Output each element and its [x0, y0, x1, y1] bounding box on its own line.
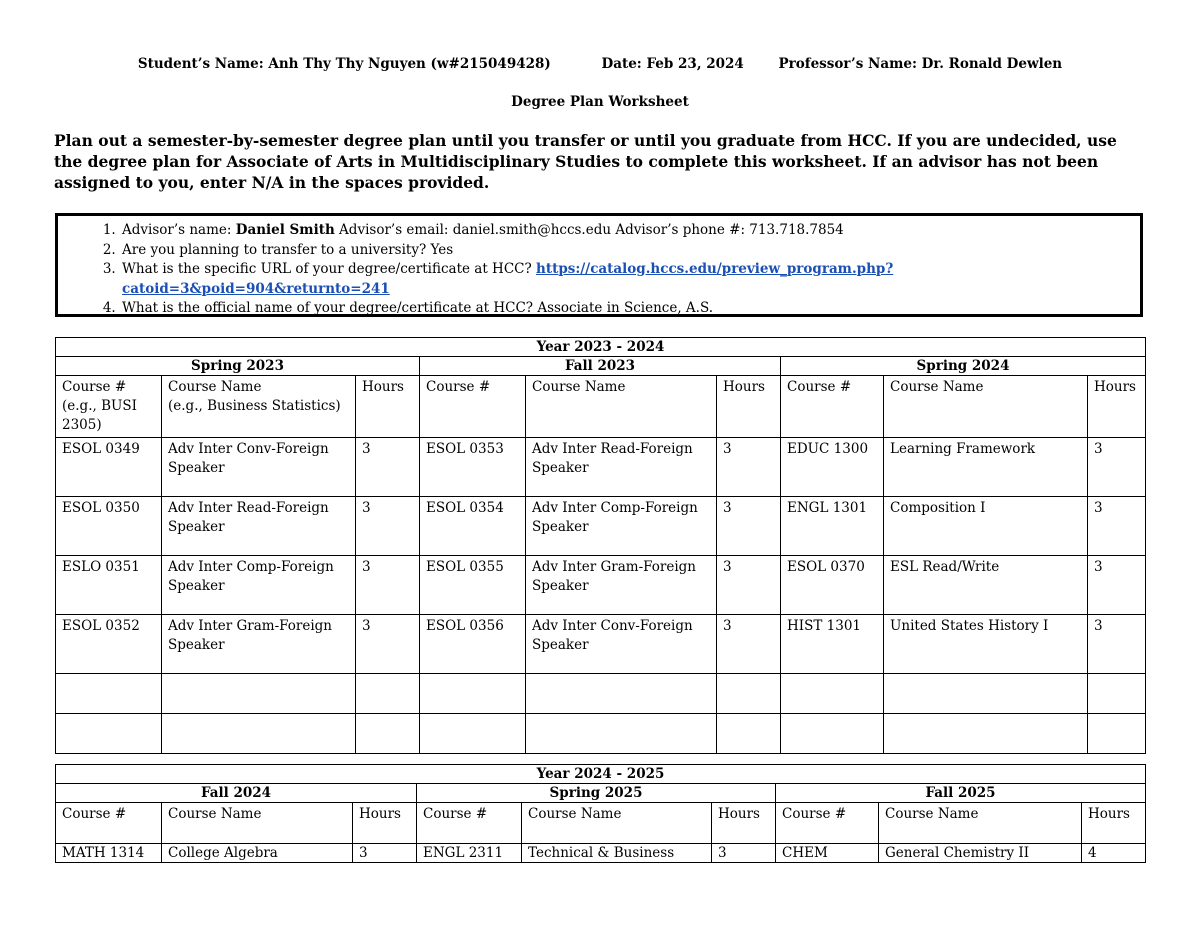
course-name-cell: Adv Inter Comp-Foreign Speaker — [526, 497, 717, 556]
hours-cell: 3 — [717, 438, 781, 497]
year-title-row — [56, 765, 1146, 784]
table-row — [56, 438, 1146, 497]
course-number-header: Course # — [420, 376, 526, 438]
hours-cell: 3 — [356, 438, 420, 497]
course-name-header: Course Name — [522, 803, 712, 844]
course-number-cell: ESOL 0353 — [420, 438, 526, 497]
year-title: Year 2023 - 2024 — [56, 338, 1146, 357]
course-name-cell: Composition I — [884, 497, 1088, 556]
advisor-name-prefix: Advisor’s name: — [122, 222, 236, 238]
term-row — [56, 784, 1146, 803]
course-number-header: Course # — [56, 803, 162, 844]
course-number-cell: ESOL 0355 — [420, 556, 526, 615]
course-number-cell: ESLO 0351 — [56, 556, 162, 615]
course-number-cell: MATH 1314 — [56, 844, 162, 863]
hours-cell: 3 — [353, 844, 417, 863]
course-name-cell: Adv Inter Read-Foreign Speaker — [162, 497, 356, 556]
hours-cell: 3 — [1088, 497, 1146, 556]
hours-header: Hours — [1088, 376, 1146, 438]
course-number-cell: ESOL 0354 — [420, 497, 526, 556]
hours-header: Hours — [717, 376, 781, 438]
empty-cell — [717, 674, 781, 714]
course-name-header: Course Name (e.g., Business Statistics) — [162, 376, 356, 438]
term-header: Spring 2024 — [781, 357, 1146, 376]
student-name: Student’s Name: Anh Thy Thy Nguyen (w#215049428) — [137, 56, 551, 72]
question-advisor — [120, 221, 1140, 241]
empty-row — [56, 674, 1146, 714]
degree-url-link[interactable]: https://catalog.hccs.edu/preview_program.php?catoid=3&poid=904&returnto=241 — [122, 261, 894, 297]
course-number-header: Course # (e.g., BUSI 2305) — [56, 376, 162, 438]
term-header: Spring 2023 — [56, 357, 420, 376]
empty-cell — [162, 714, 356, 754]
table-row — [56, 844, 1146, 863]
empty-cell — [526, 714, 717, 754]
course-number-cell: HIST 1301 — [781, 615, 884, 674]
question-url-text: What is the specific URL of your degree/certificate at HCC? — [122, 261, 537, 277]
empty-cell — [162, 674, 356, 714]
instructions: Plan out a semester-by-semester degree plan until you transfer or until you graduate from HCC. If you are undecided, use the degree plan for Associate of Arts in Multidisciplinary Studies to complete this worksheet. If an advisor has not been assigned to you, enter N/A in the spaces provided. — [54, 131, 1117, 192]
course-number-header: Course # — [776, 803, 879, 844]
hours-cell: 3 — [717, 556, 781, 615]
empty-cell — [1088, 714, 1146, 754]
advisor-contact: Advisor’s email: daniel.smith@hccs.edu Advisor’s phone #: 713.718.7854 — [334, 222, 844, 238]
course-number-cell: CHEM — [776, 844, 879, 863]
course-number-header: Course # — [417, 803, 522, 844]
year-title: Year 2024 - 2025 — [56, 765, 1146, 784]
term-header: Fall 2023 — [420, 357, 781, 376]
course-name-cell: Adv Inter Conv-Foreign Speaker — [526, 615, 717, 674]
hours-cell: 3 — [1088, 556, 1146, 615]
empty-cell — [56, 674, 162, 714]
question-url — [120, 260, 1140, 299]
hours-cell: 4 — [1082, 844, 1146, 863]
hours-cell: 3 — [356, 497, 420, 556]
hours-cell: 3 — [717, 615, 781, 674]
term-row — [56, 357, 1146, 376]
hours-header: Hours — [1082, 803, 1146, 844]
empty-cell — [717, 714, 781, 754]
header-line — [0, 56, 1200, 72]
empty-cell — [420, 714, 526, 754]
course-name-cell: Adv Inter Gram-Foreign Speaker — [162, 615, 356, 674]
question-list — [58, 221, 1140, 319]
empty-cell — [356, 674, 420, 714]
course-name-cell: College Algebra — [162, 844, 353, 863]
empty-cell — [420, 674, 526, 714]
empty-cell — [1088, 674, 1146, 714]
advisor-name: Daniel Smith — [235, 222, 335, 238]
course-name-header: Course Name — [162, 803, 353, 844]
empty-cell — [781, 674, 884, 714]
course-name-cell: Adv Inter Read-Foreign Speaker — [526, 438, 717, 497]
hours-cell: 3 — [356, 556, 420, 615]
advisor-info-box — [55, 213, 1143, 317]
course-number-cell: ESOL 0350 — [56, 497, 162, 556]
hours-header: Hours — [712, 803, 776, 844]
term-header: Fall 2024 — [56, 784, 417, 803]
column-header-row — [56, 803, 1146, 844]
empty-row — [56, 714, 1146, 754]
course-name-header: Course Name — [526, 376, 717, 438]
year-2023-2024-table — [55, 337, 1146, 754]
empty-cell — [884, 714, 1088, 754]
course-name-cell: ESL Read/Write — [884, 556, 1088, 615]
course-name-header: Course Name — [879, 803, 1082, 844]
table-row — [56, 556, 1146, 615]
hours-header: Hours — [353, 803, 417, 844]
empty-cell — [781, 714, 884, 754]
course-name-cell: Adv Inter Conv-Foreign Speaker — [162, 438, 356, 497]
question-degree-name: 4. What is the official name of your degree/certificate at HCC? Associate in Science, A.S. — [120, 299, 1140, 319]
professor-name: Professor’s Name: Dr. Ronald Dewlen — [778, 56, 1063, 72]
course-number-cell: EDUC 1300 — [781, 438, 884, 497]
hours-cell: 3 — [712, 844, 776, 863]
hours-cell: 3 — [356, 615, 420, 674]
page-title: Degree Plan Worksheet — [511, 94, 689, 110]
term-header: Fall 2025 — [776, 784, 1146, 803]
empty-cell — [56, 714, 162, 754]
year-title-row — [56, 338, 1146, 357]
term-header: Spring 2025 — [417, 784, 776, 803]
course-number-cell: ESOL 0370 — [781, 556, 884, 615]
course-name-cell: Adv Inter Comp-Foreign Speaker — [162, 556, 356, 615]
course-name-cell: United States History I — [884, 615, 1088, 674]
course-number-cell: ESOL 0352 — [56, 615, 162, 674]
hours-cell: 3 — [717, 497, 781, 556]
column-header-row — [56, 376, 1146, 438]
table-row — [56, 615, 1146, 674]
empty-cell — [884, 674, 1088, 714]
course-name-cell: General Chemistry II — [879, 844, 1082, 863]
course-number-cell: ENGL 2311 — [417, 844, 522, 863]
course-number-cell: ESOL 0356 — [420, 615, 526, 674]
hours-header: Hours — [356, 376, 420, 438]
course-number-header: Course # — [781, 376, 884, 438]
course-name-header: Course Name — [884, 376, 1088, 438]
question-transfer: 2. Are you planning to transfer to a university? Yes — [120, 241, 1140, 261]
empty-cell — [526, 674, 717, 714]
table-row — [56, 497, 1146, 556]
hours-cell: 3 — [1088, 615, 1146, 674]
course-name-cell: Learning Framework — [884, 438, 1088, 497]
hours-cell: 3 — [1088, 438, 1146, 497]
course-number-cell: ENGL 1301 — [781, 497, 884, 556]
empty-cell — [356, 714, 420, 754]
worksheet-date: Date: Feb 23, 2024 — [601, 56, 744, 72]
course-name-cell: Technical & Business — [522, 844, 712, 863]
course-number-cell: ESOL 0349 — [56, 438, 162, 497]
year-2024-2025-table — [55, 764, 1146, 863]
course-name-cell: Adv Inter Gram-Foreign Speaker — [526, 556, 717, 615]
